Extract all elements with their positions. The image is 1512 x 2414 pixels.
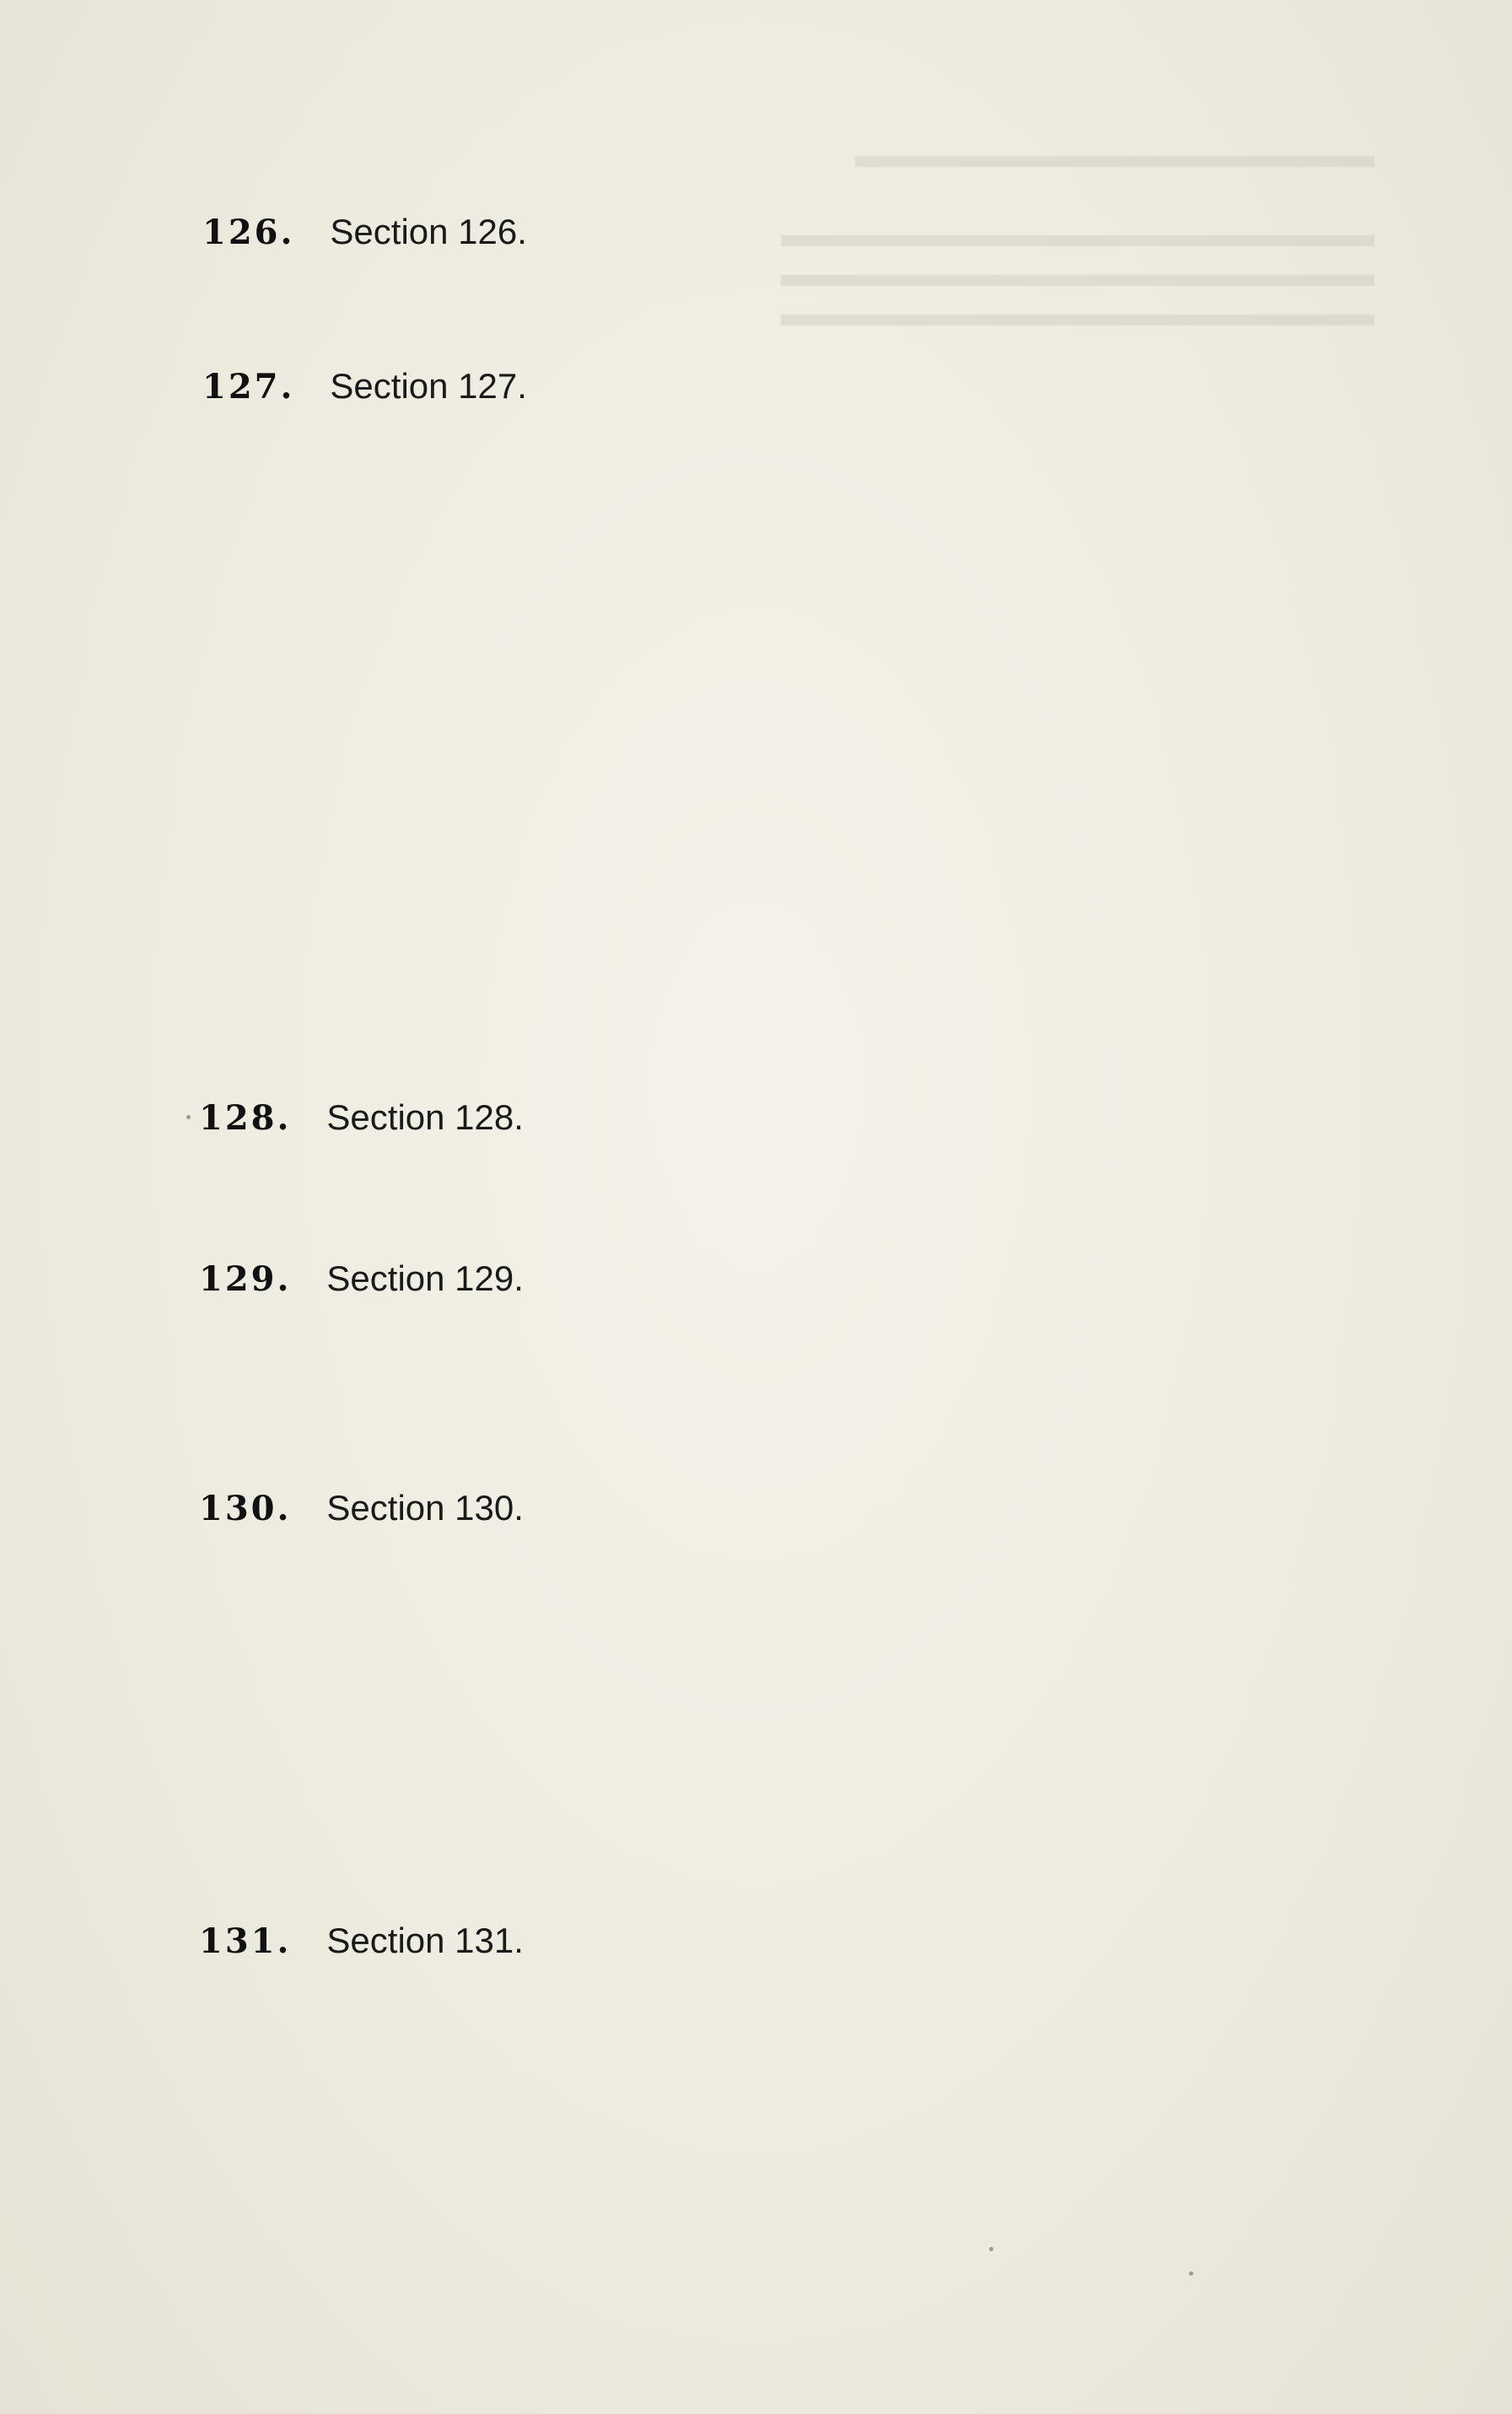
paper-speck [1189,2271,1193,2276]
section-title: Section 130. [326,1488,524,1528]
section-number: 129. [199,1259,292,1299]
section-title: Section 126. [330,212,527,251]
paper-speck [989,2247,993,2251]
section-130 [199,1490,524,1526]
section-number: 127. [202,367,295,407]
section-126 [202,214,527,250]
section-128 [199,1097,524,1138]
section-title: Section 127. [330,366,527,406]
section-127 [202,366,527,407]
section-number: 128. [199,1098,292,1138]
section-number: 130. [199,1489,292,1528]
section-131 [199,1923,524,1959]
section-title: Section 129. [326,1258,524,1298]
section-129 [199,1258,524,1299]
paper-speck [186,1115,191,1119]
section-title: Section 131. [326,1921,524,1960]
section-title: Section 128. [326,1097,524,1137]
reverse-side-show-through: ▬▬▬▬▬▬▬▬▬▬▬▬▬▬ ▬▬▬▬▬▬▬▬▬▬▬▬▬▬▬▬ ▬▬▬▬▬▬▬▬▬▬▬▬▬▬▬▬ ▬▬▬▬▬▬▬▬▬▬▬▬▬▬▬▬ [781,135,1375,333]
section-number: 126. [202,213,295,252]
section-number: 131. [199,1921,292,1961]
